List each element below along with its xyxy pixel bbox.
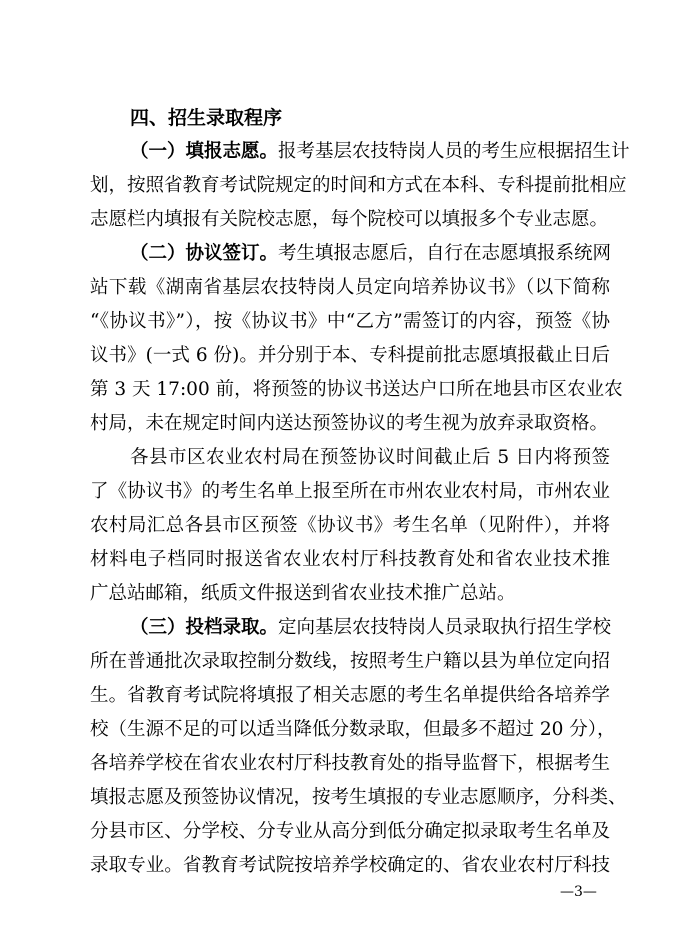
paragraph-lead: （一）填报志愿。	[130, 141, 279, 162]
paragraph-text: 广总站邮箱，纸质文件报送到省农业技术推广总站。	[90, 583, 516, 604]
paragraph-line	[90, 681, 610, 711]
paragraph-line	[130, 239, 610, 269]
paragraph-text: 定向基层农技特岗人员录取执行招生学校	[278, 617, 612, 638]
paragraph-text: 所在普通批次录取控制分数线，按照考生户籍以县为单位定向招	[90, 651, 610, 672]
paragraph-text: 了《协议书》的考生名单上报至所在市州农业农村局，市州农业	[90, 481, 610, 502]
paragraph-text: 考生填报志愿后，自行在志愿填报系统网	[278, 243, 612, 264]
paragraph-text: 生。省教育考试院将填报了相关志愿的考生名单提供给各培养学	[90, 685, 610, 706]
page-number: —3—	[560, 884, 597, 900]
paragraph-line	[90, 579, 610, 609]
paragraph-lead: （二）协议签订。	[130, 243, 279, 264]
paragraph-line	[90, 273, 610, 303]
paragraph-line	[130, 613, 610, 643]
paragraph-text: 站下载《湖南省基层农技特岗人员定向培养协议书》（以下简称	[90, 277, 610, 298]
paragraph-text: 材料电子档同时报送省农业农村厅科技教育处和省农业技术推	[90, 549, 610, 570]
paragraph-text: 填报志愿及预签协议情况，按考生填报的专业志愿顺序，分科类、	[90, 787, 627, 808]
paragraph-line	[90, 205, 610, 235]
paragraph-line	[130, 137, 630, 167]
paragraph-line	[90, 545, 610, 575]
paragraph-line	[90, 715, 616, 745]
paragraph-text: “《协议书》”），按《协议书》中“乙方”需签订的内容，预签《协	[90, 311, 610, 332]
paragraph-text: 录取专业。省教育考试院按培养学校确定的、省农业农村厅科技	[90, 855, 610, 876]
paragraph-text: 校（生源不足的可以适当降低分数录取，但最多不超过 20 分），	[90, 719, 616, 740]
paragraph-line	[90, 647, 610, 677]
paragraph-text: 分县市区、分学校、分专业从高分到低分确定拟录取考生名单及	[90, 821, 610, 842]
paragraph-line	[90, 749, 610, 779]
paragraph-text: 议书》(一式 6 份)。并分别于本、专科提前批志愿填报截止日后	[90, 345, 610, 366]
paragraph-text: 村局，未在规定时间内送达预签协议的考生视为放弃录取资格。	[90, 413, 609, 434]
paragraph-text: 各培养学校在省农业农村厅科技教育处的指导监督下，根据考生	[90, 753, 610, 774]
paragraph-line	[90, 511, 610, 541]
paragraph-text: 各县市区农业农村局在预签协议时间截止后 5 日内将预签	[130, 447, 610, 468]
paragraph-line	[90, 171, 627, 201]
paragraph-text: 划，按照省教育考试院规定的时间和方式在本科、专科提前批相应	[90, 175, 627, 196]
paragraph-line	[90, 307, 610, 337]
paragraph-line	[90, 409, 610, 439]
paragraph-line	[90, 341, 610, 371]
paragraph-line	[90, 783, 627, 813]
section-title: 四、招生录取程序	[130, 107, 283, 129]
paragraph-text: 农村局汇总各县市区预签《协议书》考生名单（见附件），并将	[90, 515, 610, 536]
paragraph-text: 志愿栏内填报有关院校志愿，每个院校可以填报多个专业志愿。	[90, 209, 609, 230]
paragraph-text: 第 3 天 17:00 前，将预签的协议书送达户口所在地县市区农业农	[90, 379, 623, 400]
paragraph-line	[130, 443, 610, 473]
paragraph-line	[90, 851, 610, 881]
paragraph-line	[90, 375, 623, 405]
paragraph-text: 报考基层农技特岗人员的考生应根据招生计	[278, 141, 630, 162]
paragraph-lead: （三）投档录取。	[130, 617, 279, 638]
paragraph-line	[90, 477, 610, 507]
paragraph-line	[90, 817, 610, 847]
